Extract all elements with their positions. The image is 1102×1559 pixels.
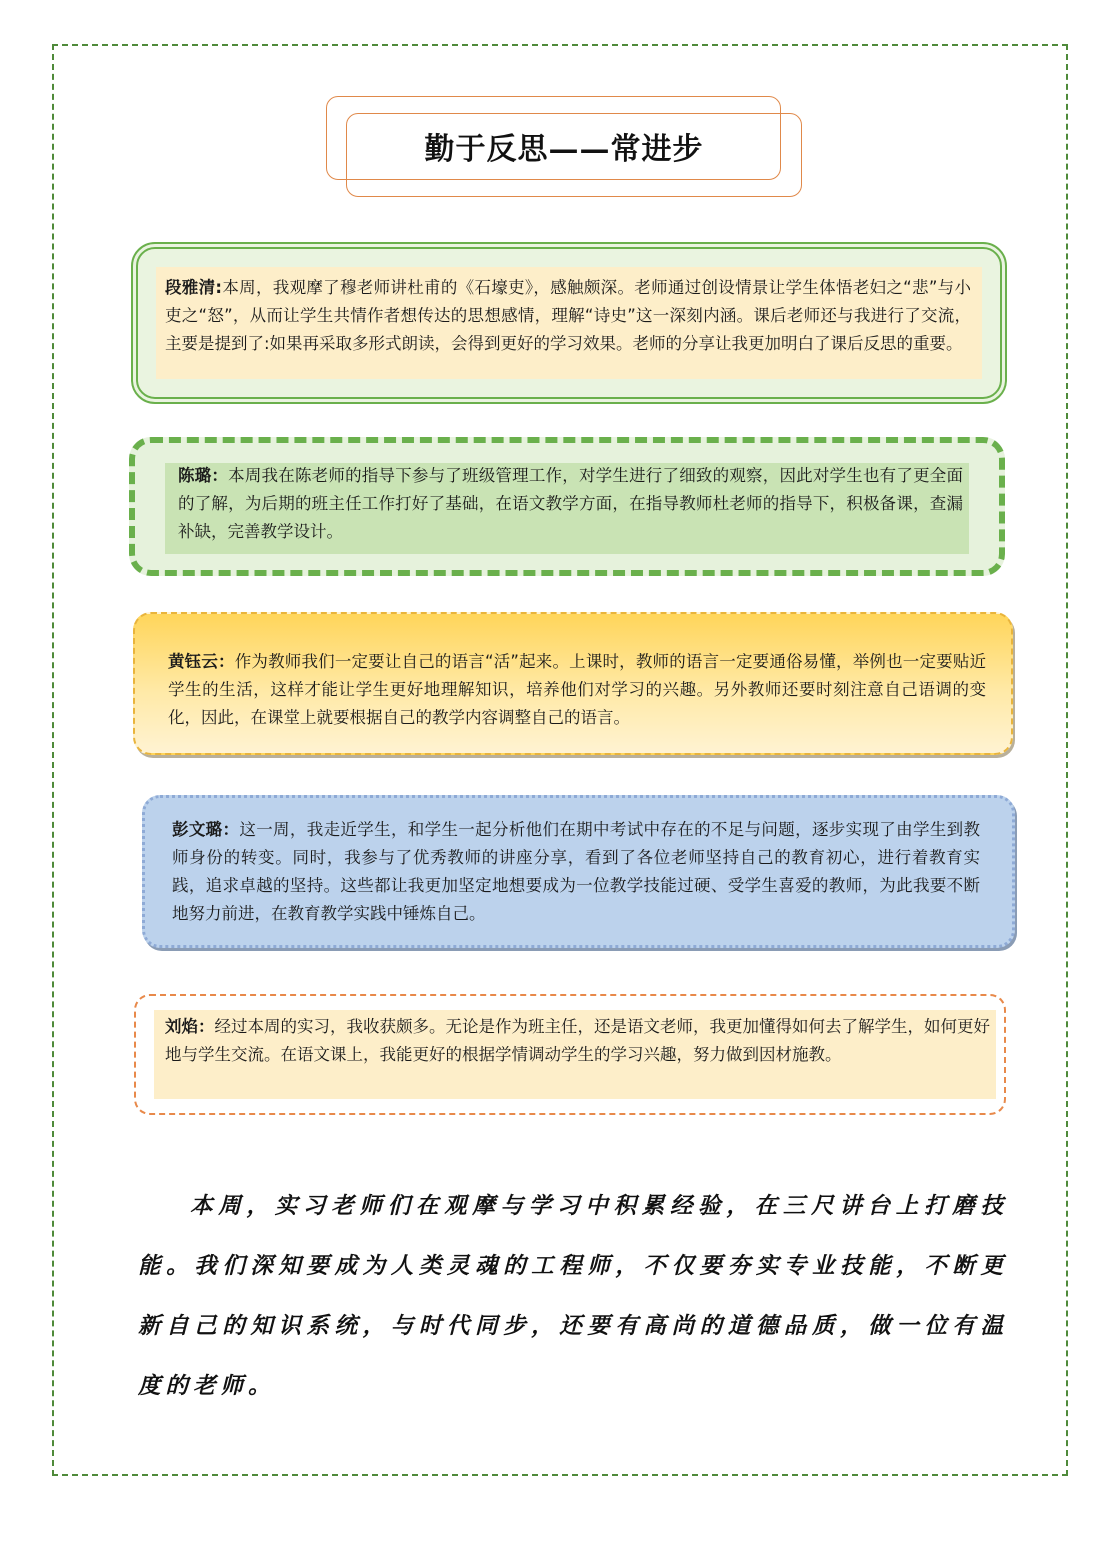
reflection-body: 本周我在陈老师的指导下参与了班级管理工作，对学生进行了细致的观察，因此对学生也有了更全面的了解，为后期的班主任工作打好了基础，在语文教学方面，在指导教师杜老师的指导下，积极备课，查漏补缺，完善教学设计。 bbox=[178, 466, 964, 541]
reflection-text-peng bbox=[172, 816, 980, 928]
reflection-text-duan bbox=[165, 274, 971, 358]
summary-paragraph: 本周，实习老师们在观摩与学习中积累经验，在三尺讲台上打磨技能。我们深知要成为人类灵魂的工程师，不仅要夯实专业技能，不断更新自己的知识系统，与时代同步，还要有高尚的道德品质，做一位有温度的老师。 bbox=[138, 1193, 1008, 1399]
author-name: 段雅清: bbox=[165, 278, 223, 297]
reflection-body: 经过本周的实习，我收获颇多。无论是作为班主任，还是语文老师，我更加懂得如何去了解学生，如何更好地与学生交流。在语文课上，我能更好的根据学情调动学生的学习兴趣，努力做到因材施教。 bbox=[165, 1017, 990, 1064]
reflection-text-chen bbox=[178, 462, 963, 546]
author-name: 陈璐： bbox=[178, 466, 229, 485]
author-name: 彭文璐： bbox=[172, 820, 240, 839]
reflection-body: 作为教师我们一定要让自己的语言“活”起来。上课时，教师的语言一定要通俗易懂，举例也一定要贴近学生的生活，这样才能让学生更好地理解知识，培养他们对学习的兴趣。另外教师还要时刻注意自己语调的变化，因此，在课堂上就要根据自己的教学内容调整自己的语言。 bbox=[168, 652, 986, 727]
author-name: 黄钰云： bbox=[168, 652, 235, 671]
page-title: 勤于反思——常进步 bbox=[424, 132, 704, 167]
reflection-text-liu bbox=[165, 1013, 990, 1069]
reflection-body: 这一周，我走近学生，和学生一起分析他们在期中考试中存在的不足与问题，逐步实现了由学生到教师身份的转变。同时，我参与了优秀教师的讲座分享，看到了各位老师坚持自己的教育初心，进行着教育实践，追求卓越的坚持。这些都让我更加坚定地想要成为一位教学技能过硬、受学生喜爱的教师，为此我要不断地努力前进，在教育教学实践中锤炼自己。 bbox=[172, 820, 981, 923]
author-name: 刘焰： bbox=[165, 1017, 215, 1036]
reflection-text-huang bbox=[168, 648, 986, 732]
reflection-body: 本周，我观摩了穆老师讲杜甫的《石壕吏》，感触颇深。老师通过创设情景让学生体悟老妇之“悲”与小吏之“怒”，从而让学生共情作者想传达的思想感情，理解“诗史”这一深刻内涵。课后老师还与我进行了交流，主要是提到了:如果再采取多形式朗读，会得到更好的学习效果。老师的分享让我更加明白了课后反思的重要。 bbox=[165, 278, 971, 353]
